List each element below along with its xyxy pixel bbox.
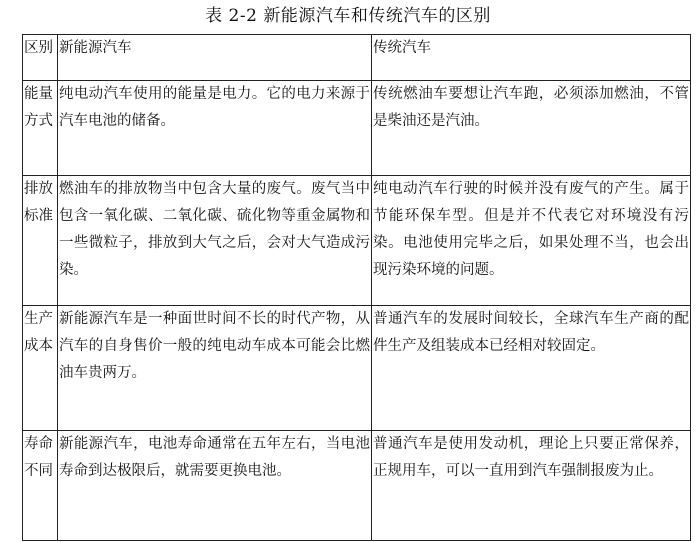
cell-new-energy-cost: 新能源汽车是一种面世时间不长的时代产物，从汽车的自身售价一般的纯电动车成本可能会比燃油车贵两万。 xyxy=(58,306,372,431)
cell-traditional-cost: 普通汽车的发展时间较长，全球汽车生产商的配件生产及组装成本已经相对较固定。 xyxy=(372,306,691,431)
cell-new-energy-energy: 纯电动汽车使用的能量是电力。它的电力来源于汽车电池的储备。 xyxy=(58,81,372,176)
table-row xyxy=(23,306,691,431)
table-header-row xyxy=(23,35,691,81)
table-row xyxy=(23,176,691,306)
comparison-table xyxy=(22,34,691,541)
cell-traditional-emission: 纯电动汽车行驶的时候并没有废气的产生。属于节能环保车型。但是并不代表它对环境没有污染。电池使用完毕之后，如果处理不当，也会出现污染环境的问题。 xyxy=(372,176,691,306)
row-label-emission: 排放标准 xyxy=(23,176,58,306)
row-label-cost: 生产成本 xyxy=(23,306,58,431)
cell-new-energy-emission: 燃油车的排放物当中包含大量的废气。废气当中包含一氧化碳、二氧化碳、硫化物等重金属物和一些微粒子，排放到大气之后，会对大气造成污染。 xyxy=(58,176,372,306)
cell-traditional-lifespan: 普通汽车是使用发动机，理论上只要正常保养，正规用车，可以一直用到汽车强制报废为止。 xyxy=(372,431,691,541)
header-cell-traditional: 传统汽车 xyxy=(372,35,691,81)
row-label-lifespan: 寿命不同 xyxy=(23,431,58,541)
row-label-energy: 能量方式 xyxy=(23,81,58,176)
table-caption: 表 2-2 新能源汽车和传统汽车的区别 xyxy=(205,6,491,26)
header-cell-difference: 区别 xyxy=(23,35,58,81)
table-row xyxy=(23,81,691,176)
table-row xyxy=(23,431,691,541)
cell-traditional-energy: 传统燃油车要想让汽车跑，必须添加燃油，不管是柴油还是汽油。 xyxy=(372,81,691,176)
cell-new-energy-lifespan: 新能源汽车，电池寿命通常在五年左右，当电池寿命到达极限后，就需要更换电池。 xyxy=(58,431,372,541)
header-cell-new-energy: 新能源汽车 xyxy=(58,35,372,81)
